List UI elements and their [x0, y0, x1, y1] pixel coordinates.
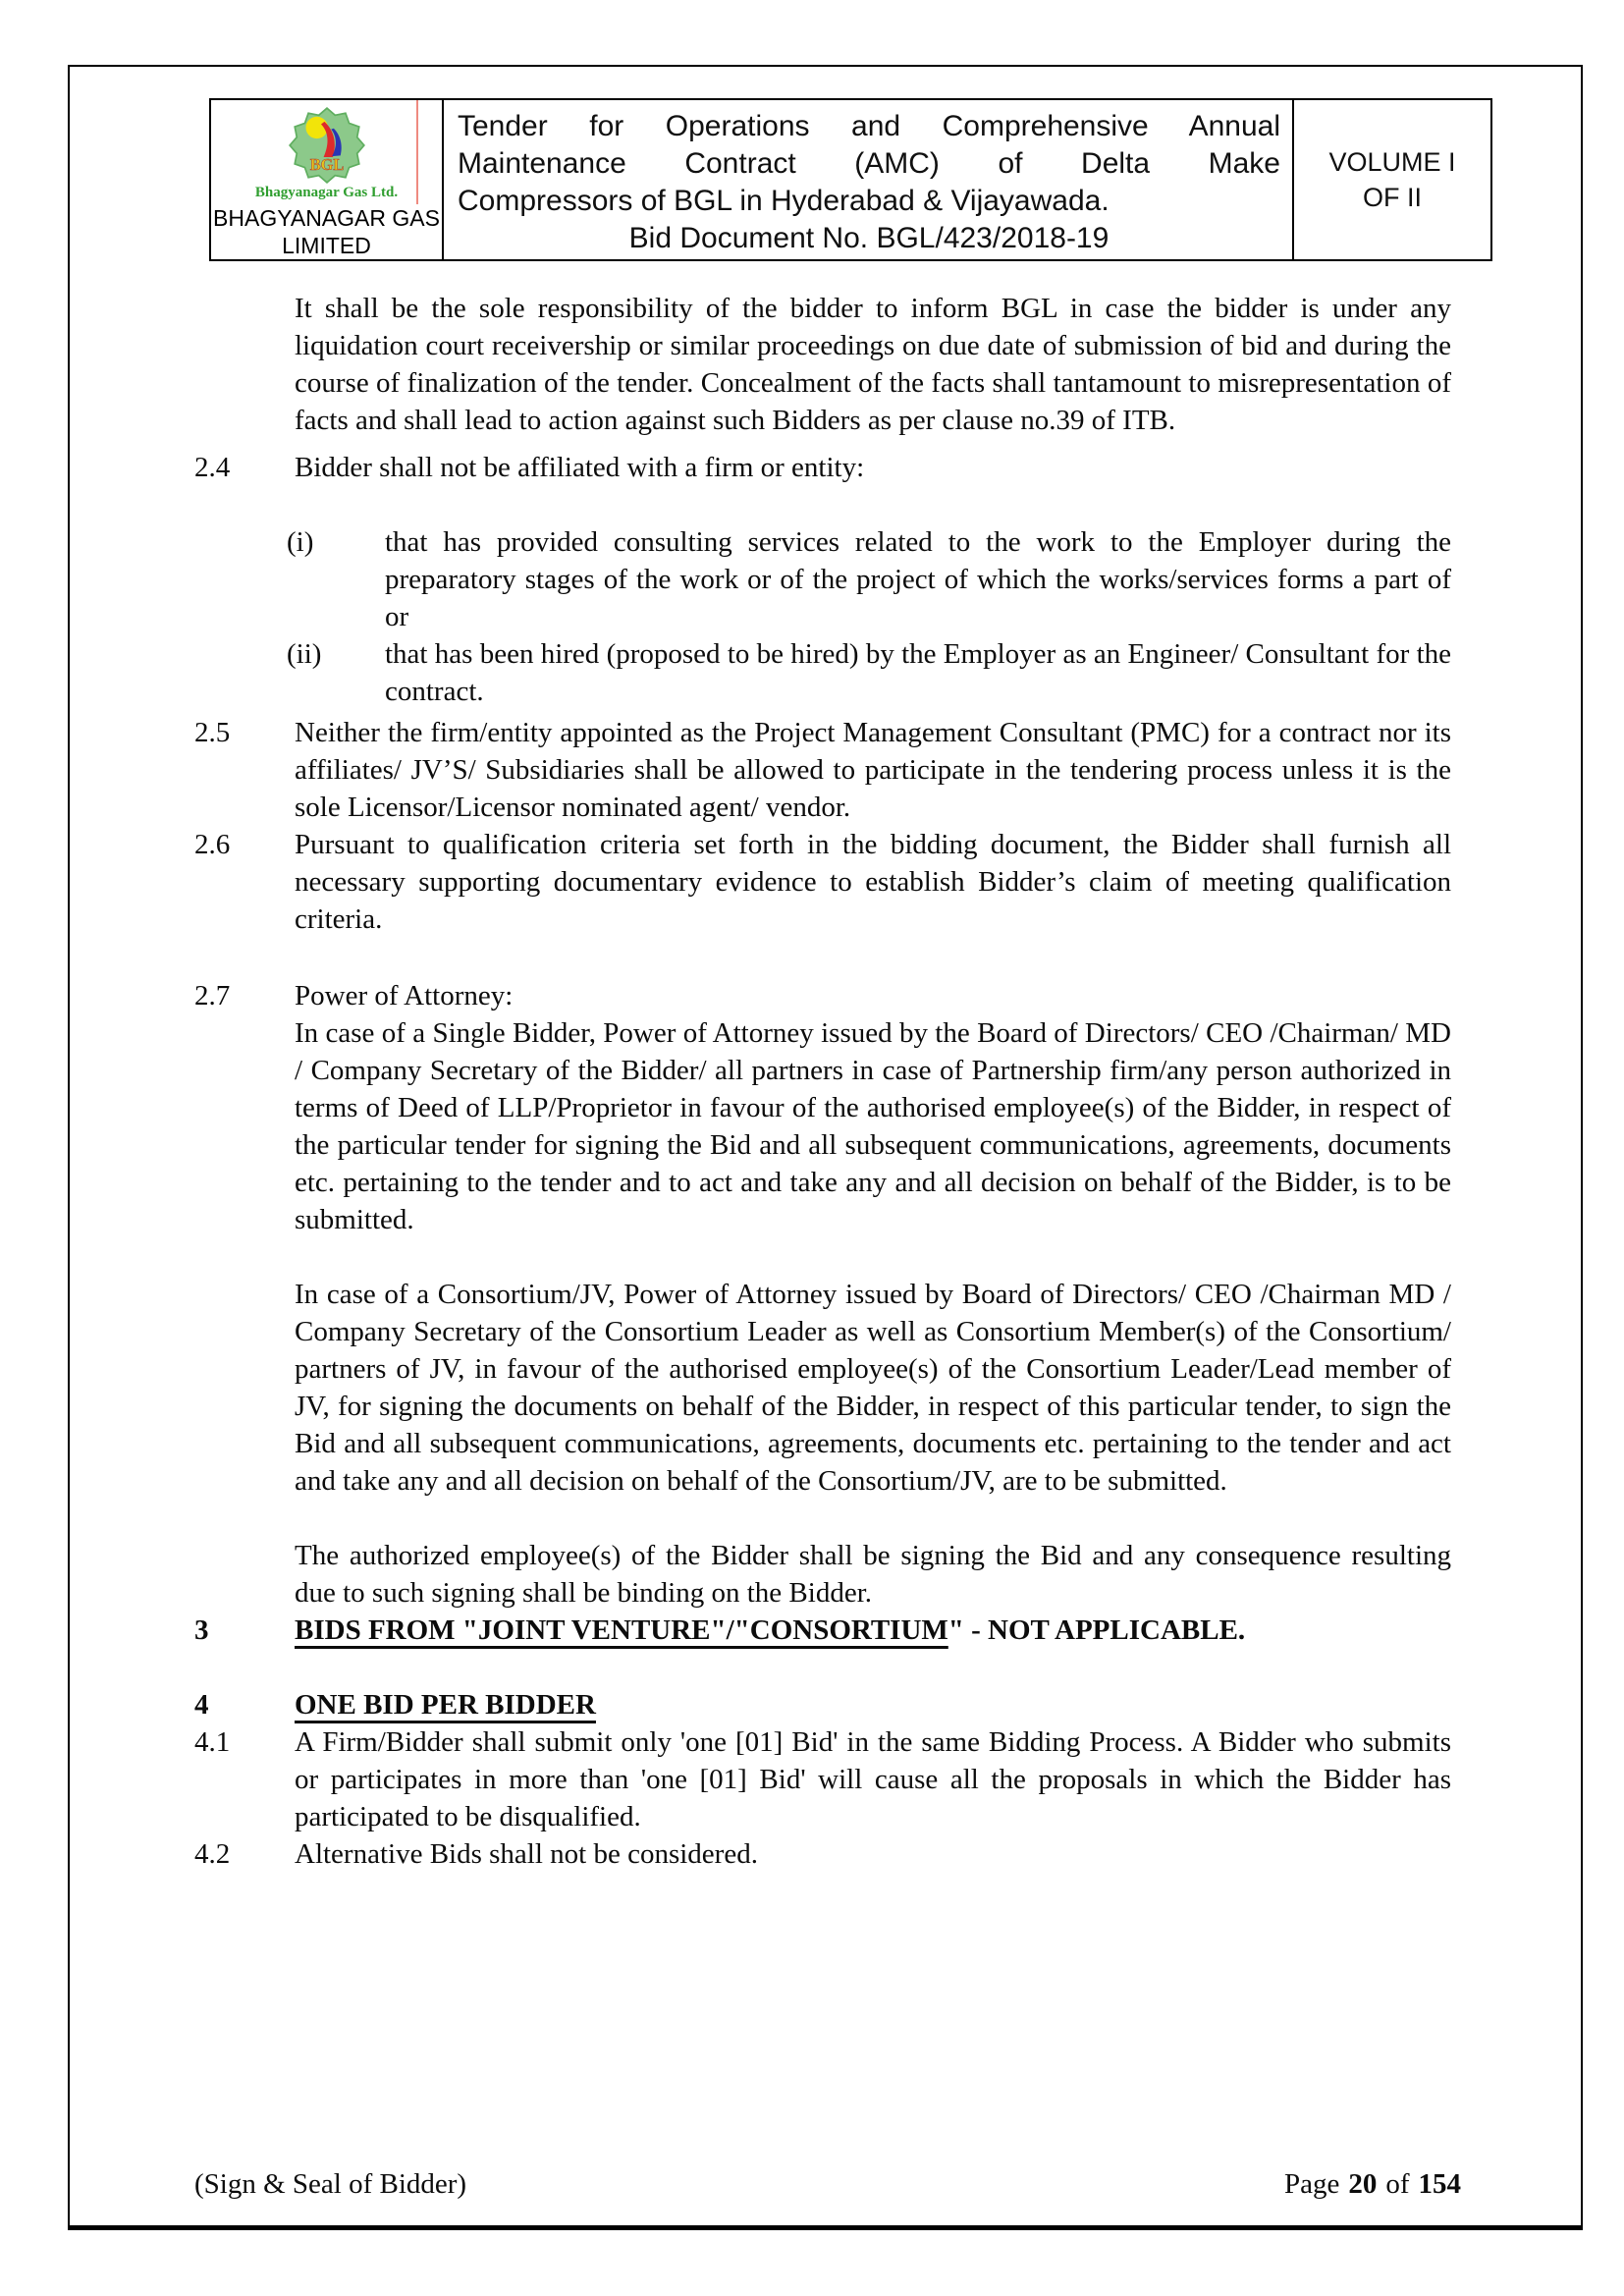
heading-text: " - NOT APPLICABLE. — [947, 1614, 1246, 1646]
bgl-logo-icon — [282, 103, 372, 188]
clause-number — [194, 290, 295, 439]
clause-2-5 — [194, 714, 1451, 826]
clause-text: Alternative Bids shall not be considered. — [295, 1838, 758, 1870]
clause-number: 2.5 — [194, 717, 231, 748]
paragraph-row — [194, 290, 1451, 439]
header-table — [209, 98, 1492, 261]
clause-heading — [295, 1612, 1451, 1649]
clause-3 — [194, 1612, 1451, 1649]
logo-scan-artifact-line — [416, 100, 418, 204]
clause-paragraph: The authorized employee(s) of the Bidder shall be signing the Bid and any consequence resulting due to such signing shall be binding on the Bidder. — [295, 1540, 1451, 1609]
clause-number: 4.2 — [194, 1838, 231, 1870]
clause-number: 2.4 — [194, 452, 231, 483]
clause-paragraph: In case of a Consortium/JV, Power of Attorney issued by Board of Directors/ CEO /Chairman MD / Company Secretary of the Consortium Leader as well as Consortium Member(s) of the Consortium/ partners of JV, in favour of the authorised employee(s) of the Consortium Leader/Lead member of JV, for signing the documents on behalf of the Bidder, in respect of this particular tender, to sign the Bid and all subsequent communications, agreements, documents etc. pertaining to the tender and act and take any and all decision on behalf of the Consortium/JV, are to be submitted. — [295, 1279, 1451, 1497]
clause-2-6 — [194, 826, 1451, 938]
spacer — [194, 486, 1451, 523]
bid-document-number: Bid Document No. BGL/423/2018-19 — [628, 222, 1110, 254]
clause-heading: Power of Attorney: — [295, 980, 514, 1011]
clause-number: 4.1 — [194, 1726, 231, 1758]
list-marker: (ii) — [287, 638, 322, 670]
company-name: BHAGYANAGAR GAS LIMITED — [213, 205, 440, 258]
page-label: Page — [1283, 2168, 1340, 2200]
logo-abbr-text: BGL — [309, 154, 344, 174]
spacer — [194, 1500, 1451, 1537]
list-item-ii — [194, 635, 1451, 710]
underlined-heading-text: ONE BID PER BIDDER — [295, 1689, 596, 1721]
clause-2-4 — [194, 449, 1451, 486]
clause-number: 3 — [194, 1614, 209, 1646]
page-number — [1284, 2166, 1461, 2202]
clause-heading — [295, 1686, 1451, 1723]
clause-number: 4 — [194, 1689, 209, 1721]
clause-text: Bidder shall not be affiliated with a firm or entity: — [295, 452, 865, 483]
list-item-text: that has provided consulting services related to the work to the Employer during the preparatory stages of the work or of the project of which the works/services forms a part of or — [385, 526, 1451, 632]
clause-4-1 — [194, 1723, 1451, 1835]
volume-cell — [1294, 100, 1490, 259]
tender-title-line: Tender for Operations and Comprehensive Annual — [458, 110, 1280, 142]
list-item-i — [194, 523, 1451, 635]
clause-4 — [194, 1686, 1451, 1723]
paragraph-row — [194, 1276, 1451, 1500]
logo-cell — [211, 100, 444, 259]
page-footer — [194, 2166, 1461, 2202]
logo-caption: Bhagyanagar Gas Ltd. — [254, 185, 399, 200]
clause-number — [194, 1014, 295, 1238]
spacer — [194, 938, 1451, 977]
list-marker: (i) — [287, 526, 314, 558]
tender-title-line: Compressors of BGL in Hyderabad & Vijayawada. — [458, 185, 1110, 217]
spacer — [194, 1238, 1451, 1276]
clause-number: 2.6 — [194, 829, 231, 860]
volume-label: VOLUME I — [1328, 147, 1456, 177]
page-total: 154 — [1418, 2168, 1461, 2200]
list-item-text: that has been hired (proposed to be hired) by the Employer as an Engineer/ Consultant for the contract. — [385, 638, 1451, 707]
clause-2-7 — [194, 977, 1451, 1014]
underlined-heading-text: BIDS FROM "JOINT VENTURE"/"CONSORTIUM — [295, 1614, 948, 1646]
tender-title-line: Maintenance Contract (AMC) of Delta Make — [458, 147, 1280, 180]
clause-text: Pursuant to qualification criteria set forth in the bidding document, the Bidder shall furnish all necessary supporting documentary evidence to establish Bidder’s claim of meeting qualification criteria. — [295, 829, 1451, 935]
clause-4-2 — [194, 1835, 1451, 1873]
clause-number: 2.7 — [194, 980, 231, 1011]
intro-paragraph: It shall be the sole responsibility of the bidder to inform BGL in case the bidder is under any liquidation court receivership or similar proceedings on due date of submission of bid and during the course of finalization of the tender. Concealment of the facts shall tantamount to misrepresentation of facts and shall lead to action against such Bidders as per clause no.39 of ITB. — [295, 293, 1451, 436]
of-label: of — [1385, 2168, 1410, 2200]
paragraph-row — [194, 1014, 1451, 1238]
clause-paragraph: In case of a Single Bidder, Power of Attorney issued by the Board of Directors/ CEO /Chairman/ MD / Company Secretary of the Bidder/ all partners in case of Partnership firm/any person authorized in terms of Deed of LLP/Proprietor in favour of the authorised employee(s) of the Bidder, in respect of the particular tender for signing the Bid and all subsequent communications, agreements, documents etc. pertaining to the tender and to act and take any and all decision on behalf of the Bidder, is to be submitted. — [295, 1017, 1451, 1235]
clause-number — [194, 1537, 295, 1612]
title-cell — [444, 100, 1294, 259]
spacer — [194, 1649, 1451, 1686]
sign-seal-note: (Sign & Seal of Bidder) — [194, 2168, 467, 2200]
paragraph-row — [194, 1537, 1451, 1612]
clause-number — [194, 1276, 295, 1500]
clause-text: A Firm/Bidder shall submit only 'one [01] Bid' in the same Bidding Process. A Bidder who submits or participates in more than 'one [01] Bid' will cause all the proposals in which the Bidder has participated to be disqualified. — [295, 1726, 1451, 1832]
page-current: 20 — [1348, 2168, 1378, 2200]
document-body — [194, 290, 1451, 1873]
clause-text: Neither the firm/entity appointed as the Project Management Consultant (PMC) for a contract nor its affiliates/ JV’S/ Subsidiaries shall be allowed to participate in the tendering process unless it is the sole Licensor/Licensor nominated agent/ vendor. — [295, 717, 1451, 823]
volume-label: OF II — [1363, 183, 1422, 212]
